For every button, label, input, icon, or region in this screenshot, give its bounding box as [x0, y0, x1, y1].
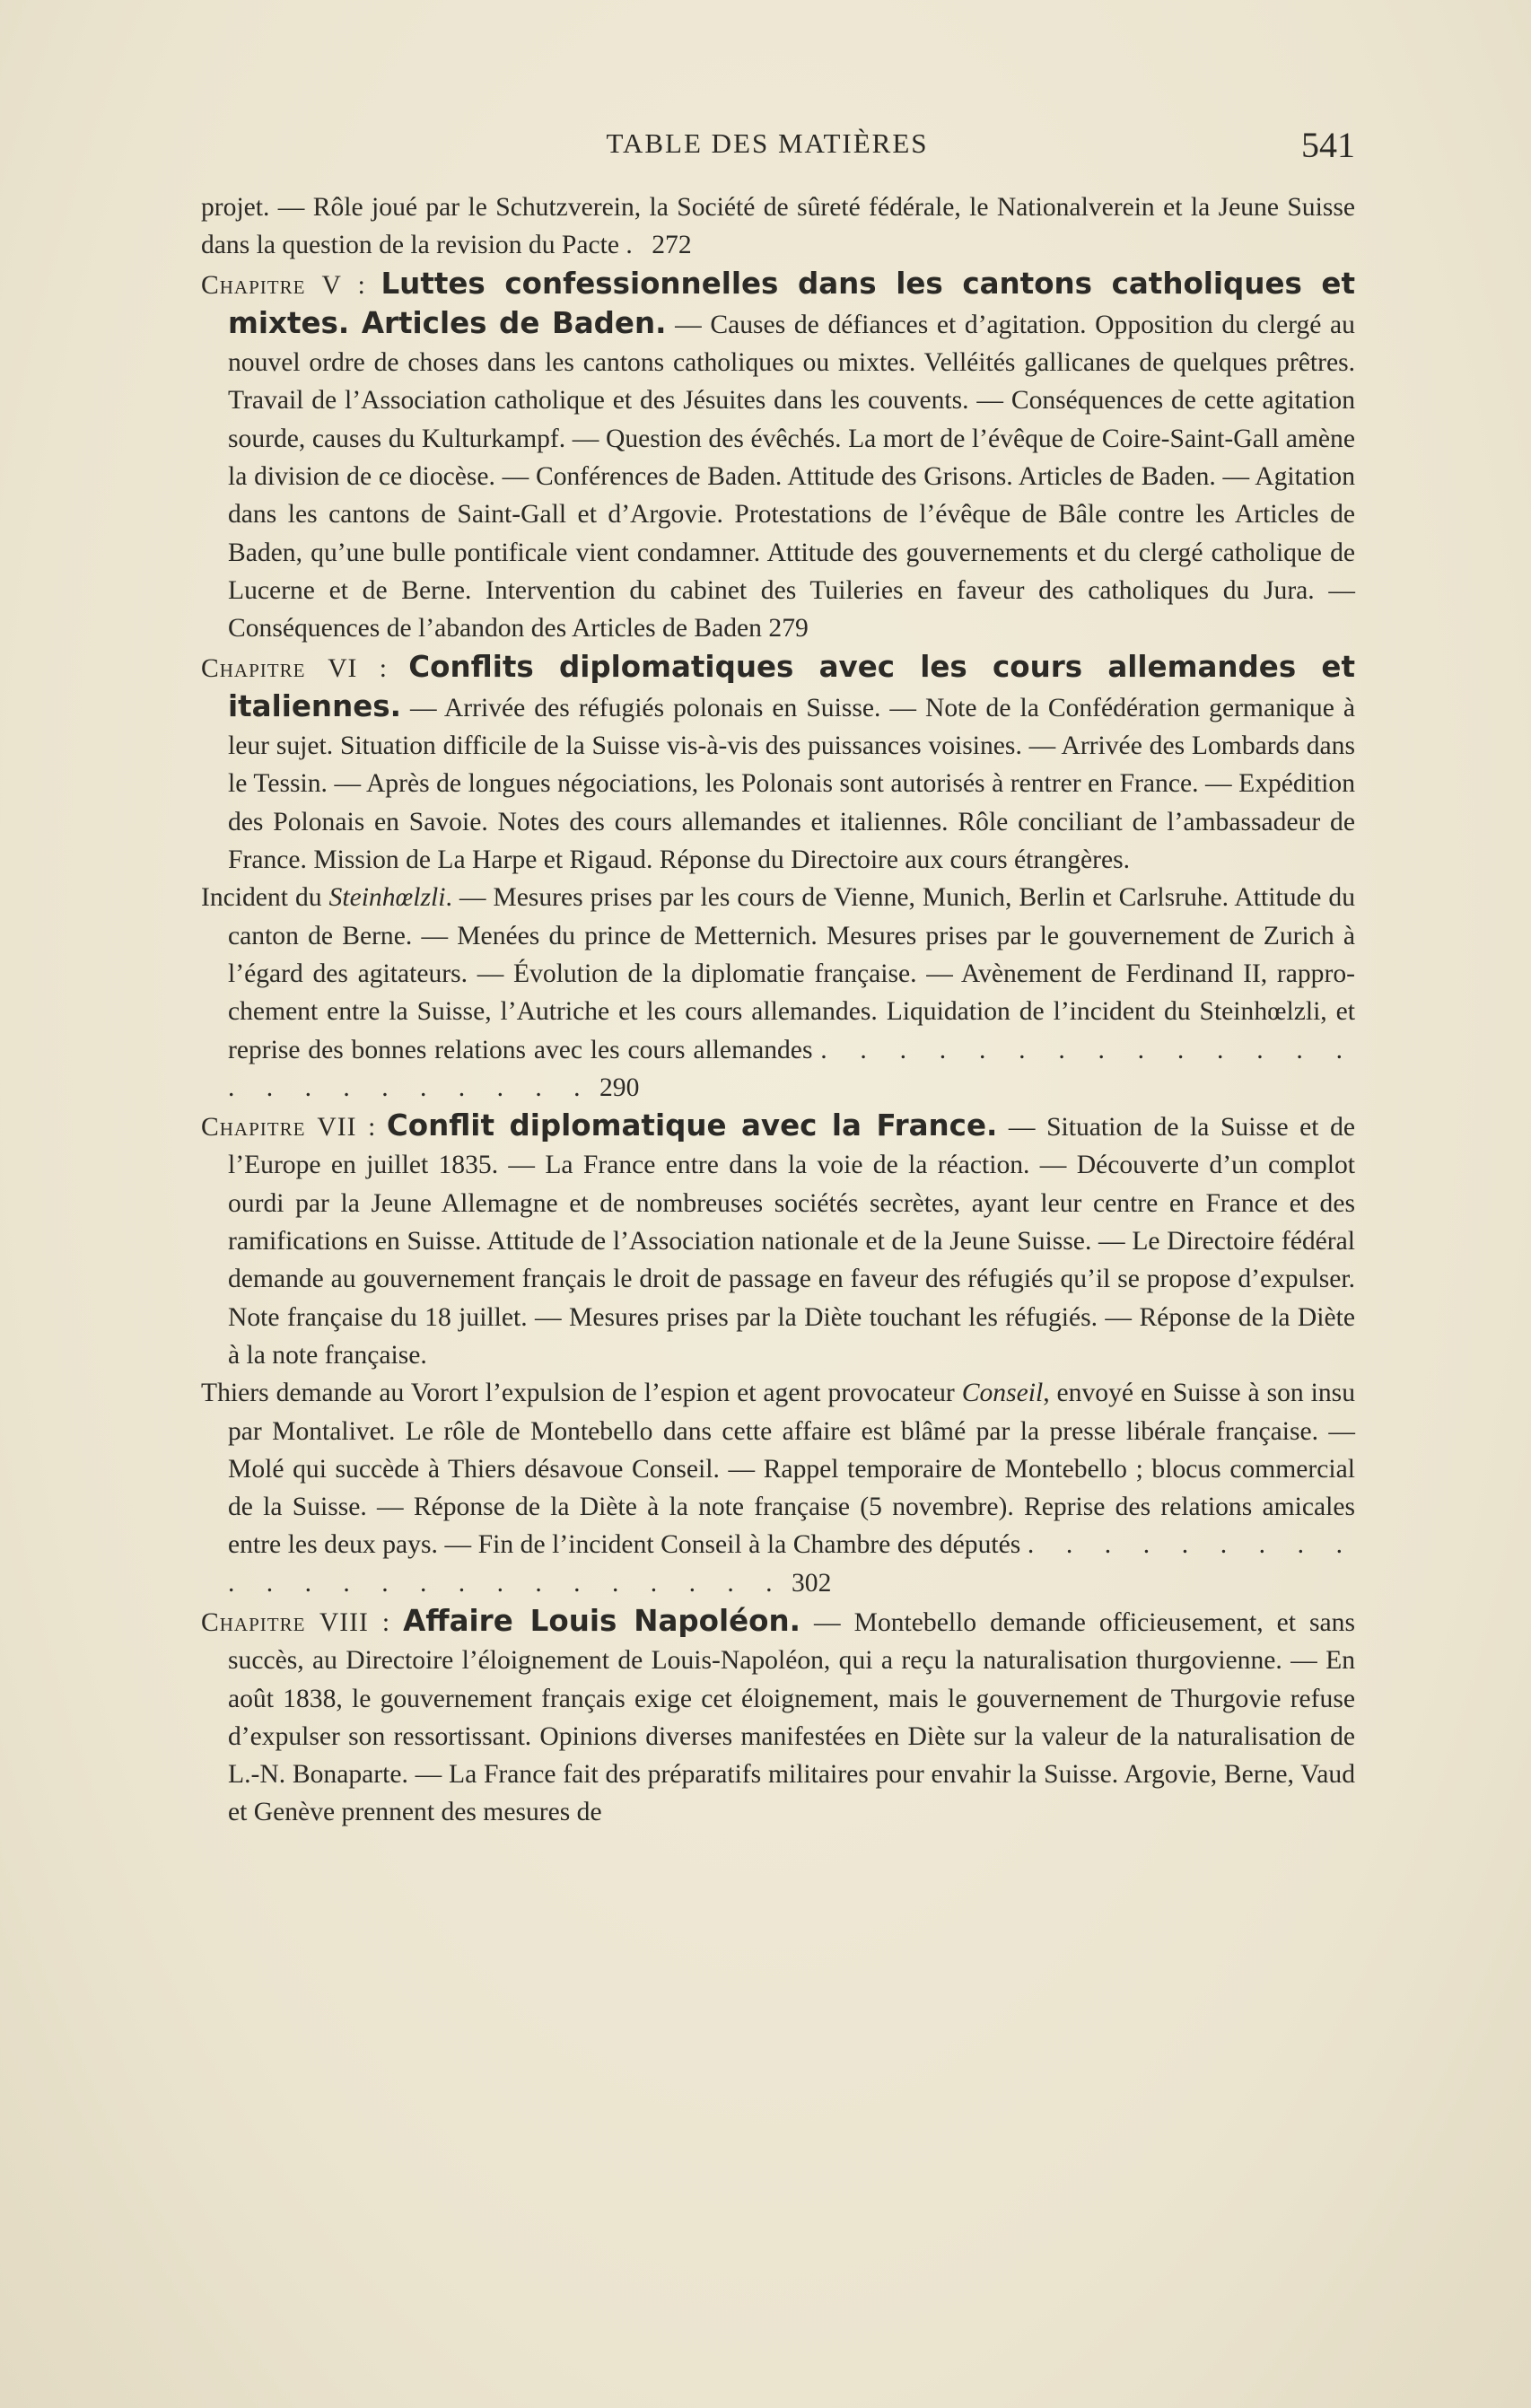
page-reference: 302 [791, 1568, 832, 1598]
toc-entry-chapter-7 [201, 1107, 1355, 1374]
entry-text-lead: Incident du [201, 883, 322, 913]
table-of-contents [201, 188, 1355, 1832]
leader-dots: . . . . . . . . . . . . . . . . . . . . . . . . [228, 1530, 1355, 1598]
chapter-title: Conflit diplomatique avec la France. [386, 1108, 998, 1143]
entry-text: — Montebello demande officieusement, et sans succès, au Directoire l’éloignement de Louis-Napoléon, qui a reçu la naturalisation thurgovienne. — En août 1838, le gouvernement français exige cet éloignement, mais le gouvernement de Thurgovie refuse d’expulser son ressortissant. Opinions diverses manifestées en Diète sur la valeur de la naturalisation de L.-N. Bonaparte. — La France fait des préparatifs militaires pour envahir la Suisse. Argovie, Berne, Vaud et Genève prennent des mesures de [228, 1607, 1355, 1827]
toc-entry-chapter-8 [201, 1602, 1355, 1832]
chapter-colon: : [379, 653, 409, 683]
toc-entry-chapter-5 [201, 265, 1355, 648]
entry-text: — Arrivée des réfugiés polonais en Suisse. — Note de la Confédération germanique à leur sujet. Situation difficile de la Suisse vis-à-vis des puissances voisines. — Arrivée des Lombards dans le Tessin. — Après de longues négociations, les Polonais sont autorisés à rentrer en France. — Expédition des Polonais en Savoie. Notes des cours allemandes et italiennes. Rôle conciliant de l’ambassadeur de France. Mission de La Harpe et Rigaud. Réponse du Directoire aux cours étrangères. [228, 693, 1355, 875]
entry-text: projet. — Rôle joué par le Schutzverein, la Société de sûreté fédérale, le Nationalverein et la Jeune Suisse dans la question de la revision du Pacte [201, 193, 1355, 260]
running-title: TABLE DES MATIÈRES [606, 127, 929, 159]
chapter-label: Chapitre VI [201, 653, 358, 683]
chapter-colon: : [381, 1607, 404, 1637]
chapter-label: Chapitre VIII [201, 1607, 369, 1637]
chapter-label: Chapitre VII [201, 1113, 357, 1143]
entry-text: , envoyé en Suisse à son insu par Montalivet. Le rôle de Montebello dans cette affaire est blâmé par la presse libérale française. — Molé qui succède à Thiers désavoue Conseil. — Rappel temporaire de Montebello ; blocus commercial de la Suisse. — Réponse de la Diète à la note française (5 novembre). Reprise des relations amicales entre les deux pays. — Fin de l’incident Conseil à la Chambre des députés [228, 1379, 1355, 1560]
page-reference: 272 [652, 231, 692, 260]
leader-dots: . [626, 231, 645, 260]
chapter-title: Conflits diplomatiques avec les cours allemandes et italiennes. [228, 649, 1355, 723]
running-head [179, 124, 1355, 169]
italic-term: Conseil [961, 1379, 1044, 1408]
toc-entry-chapter-6 [201, 648, 1355, 880]
toc-entry-conseil [201, 1374, 1355, 1602]
entry-text: — Situation de la Suisse et de l’Europe en juillet 1835. — La France entre dans la voie de la réaction. — Découverte d’un complot ourdi par la Jeune Allemagne et de nombreuses sociétés secrètes, ayant leur centre en France et des ramifications en Suisse. Attitude de l’Association nationale et de la Jeune Suisse. — Le Directoire fédéral demande au gouvernement français le droit de passage en faveur des réfugiés qu’il se propose d’expulser. Note française du 18 juillet. — Mesures prises par la Diète touchant les réfugiés. — Réponse de la Diète à la note française. [228, 1113, 1356, 1370]
page-reference: 290 [599, 1073, 640, 1102]
toc-entry-continuation [201, 188, 1355, 265]
entry-text: . — Mesures prises par les cours de Vienne, Munich, Berlin et Carlsruhe. Attitude du canton de Berne. — Menées du prince de Metternich. Mesures prises par le gouvernement de Zurich à l’égard des agitateurs. — Évolution de la diplomatie française. — Avènement de Ferdinand II, rapprochement entre la Suisse, l’Autriche et les cours allemandes. Liquidation de l’incident du Steinhœlzli, et reprise des bonnes relations avec les cours allemandes [228, 883, 1356, 1064]
chapter-title: Affaire Louis Napoléon. [403, 1603, 800, 1638]
page-reference: 279 [768, 614, 809, 644]
chapter-colon: : [368, 1113, 387, 1143]
entry-text: — Causes de défiances et d’agitation. Opposition du clergé au nouvel ordre de choses dans les cantons catholiques ou mixtes. Velléités gallicanes de quelques prêtres. Travail de l’Association catholique et des Jésuites dans les couvents. — Conséquences de cette agitation sourde, causes du Kulturkampf. — Question des évêchés. La mort de l’évêque de Coire-Saint-Gall amène la division de ce diocèse. — Conférences de Baden. Attitude des Grisons. Articles de Baden. — Agitation dans les cantons de Saint-Gall et d’Argovie. Protestations de l’évêque de Bâle contre les Articles de Baden, qu’une bulle pontificale vient condamner. Attitude des gouvernements et du clergé catholique de Lucerne et de Berne. Intervention du cabinet des Tuileries en faveur des catholiques du Jura. — Conséquences de l’abandon des Articles de Baden [228, 310, 1355, 644]
italic-term: Steinhœlzli [328, 883, 446, 913]
leader-dots: . . . . . . . . . . . . . . . . . . . . . . . . [228, 1035, 1355, 1102]
page-number: 541 [1301, 125, 1355, 165]
chapter-colon: : [357, 270, 381, 300]
toc-entry-steinhoelzli [201, 879, 1355, 1107]
entry-text-lead: Thiers demande au Vorort l’expulsion de l’espion et agent provocateur [201, 1379, 955, 1408]
chapter-label: Chapitre V [201, 270, 342, 300]
chapter-title: Luttes confessionnelles dans les cantons catholiques et mixtes. Articles de Baden. [228, 266, 1356, 340]
